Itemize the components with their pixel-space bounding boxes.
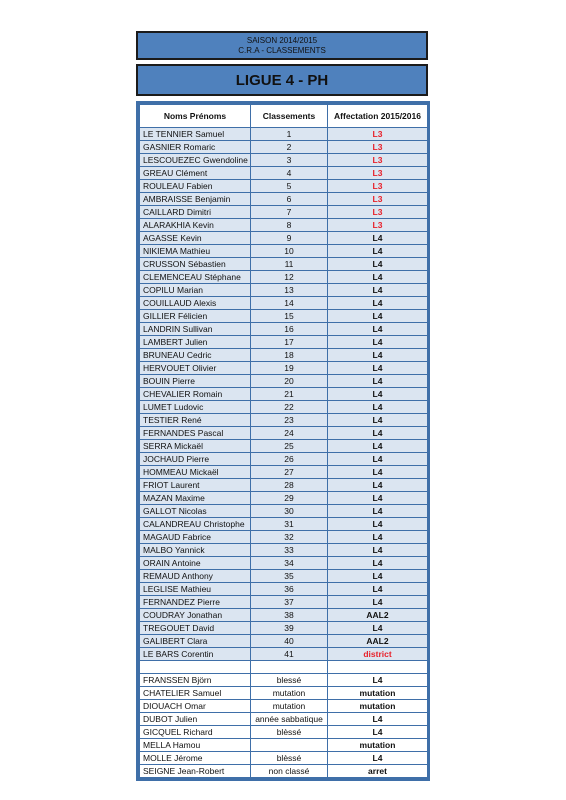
name-cell: HOMMEAU Mickaël	[140, 466, 251, 479]
affectation-cell: district	[328, 648, 428, 661]
league-title: LIGUE 4 - PH	[235, 71, 329, 89]
table-row	[140, 648, 428, 661]
name-cell: GALLOT Nicolas	[140, 505, 251, 518]
table-row	[140, 193, 428, 206]
table-row	[140, 466, 428, 479]
affectation-cell: arret	[328, 765, 428, 778]
affectation-cell: L4	[328, 349, 428, 362]
table-row	[140, 518, 428, 531]
table-row	[140, 726, 428, 739]
name-cell: TREGOUET David	[140, 622, 251, 635]
affectation-cell: L4	[328, 232, 428, 245]
affectation-cell: mutation	[328, 739, 428, 752]
rank-cell: année sabbatique	[251, 713, 328, 726]
name-cell: ALARAKHIA Kevin	[140, 219, 251, 232]
rank-cell: 14	[251, 297, 328, 310]
affectation-cell: L4	[328, 479, 428, 492]
name-cell: CAILLARD Dimitri	[140, 206, 251, 219]
table-row	[140, 245, 428, 258]
rank-cell: 8	[251, 219, 328, 232]
rank-cell: 29	[251, 492, 328, 505]
name-cell: HERVOUET Olivier	[140, 362, 251, 375]
rank-cell: 3	[251, 154, 328, 167]
affectation-cell: L4	[328, 245, 428, 258]
rank-cell: 28	[251, 479, 328, 492]
rank-cell: 40	[251, 635, 328, 648]
name-cell: CRUSSON Sébastien	[140, 258, 251, 271]
rank-cell: mutation	[251, 687, 328, 700]
rank-cell: 18	[251, 349, 328, 362]
affectation-cell: L4	[328, 531, 428, 544]
name-cell: REMAUD Anthony	[140, 570, 251, 583]
table-row	[140, 739, 428, 752]
name-cell: SEIGNE Jean-Robert	[140, 765, 251, 778]
rank-cell: 38	[251, 609, 328, 622]
table-row	[140, 128, 428, 141]
rank-cell: 5	[251, 180, 328, 193]
name-cell: DIOUACH Omar	[140, 700, 251, 713]
table-row	[140, 154, 428, 167]
rank-cell: 12	[251, 271, 328, 284]
table-row	[140, 297, 428, 310]
name-cell: GILLIER Félicien	[140, 310, 251, 323]
rank-cell: 23	[251, 414, 328, 427]
table-header-row	[140, 105, 428, 128]
name-cell: AGASSE Kevin	[140, 232, 251, 245]
affectation-cell: L4	[328, 440, 428, 453]
rank-cell: 7	[251, 206, 328, 219]
rank-cell: 32	[251, 531, 328, 544]
affectation-cell: L4	[328, 557, 428, 570]
table-row	[140, 427, 428, 440]
rank-cell: 15	[251, 310, 328, 323]
affectation-cell: AAL2	[328, 635, 428, 648]
affectation-cell: L4	[328, 583, 428, 596]
spacer-cell	[328, 661, 428, 674]
table-row	[140, 505, 428, 518]
name-cell: FRIOT Laurent	[140, 479, 251, 492]
table-row	[140, 271, 428, 284]
name-cell: TESTIER René	[140, 414, 251, 427]
affectation-cell: L3	[328, 219, 428, 232]
table-row	[140, 635, 428, 648]
table-row	[140, 557, 428, 570]
table-row	[140, 440, 428, 453]
name-cell: MAZAN Maxime	[140, 492, 251, 505]
rank-cell: 21	[251, 388, 328, 401]
table-row	[140, 453, 428, 466]
affectation-cell: L3	[328, 167, 428, 180]
name-cell: FRANSSEN Björn	[140, 674, 251, 687]
rank-cell: 31	[251, 518, 328, 531]
affectation-cell: L4	[328, 674, 428, 687]
affectation-cell: L3	[328, 206, 428, 219]
name-cell: MAGAUD Fabrice	[140, 531, 251, 544]
affectation-cell: L3	[328, 128, 428, 141]
table-row	[140, 700, 428, 713]
rank-cell: 36	[251, 583, 328, 596]
name-cell: ORAIN Antoine	[140, 557, 251, 570]
rank-cell: 11	[251, 258, 328, 271]
name-cell: GREAU Clément	[140, 167, 251, 180]
table-row	[140, 401, 428, 414]
name-cell: CHEVALIER Romain	[140, 388, 251, 401]
affectation-cell: L4	[328, 388, 428, 401]
affectation-cell: L4	[328, 414, 428, 427]
table-row	[140, 531, 428, 544]
table-row	[140, 414, 428, 427]
table-row	[140, 492, 428, 505]
affectation-cell: L4	[328, 713, 428, 726]
affectation-cell: mutation	[328, 687, 428, 700]
season-banner	[136, 31, 428, 60]
name-cell: COUDRAY Jonathan	[140, 609, 251, 622]
rank-cell: 34	[251, 557, 328, 570]
name-cell: BRUNEAU Cedric	[140, 349, 251, 362]
rank-cell: 41	[251, 648, 328, 661]
name-cell: CHATELIER Samuel	[140, 687, 251, 700]
affectation-cell: AAL2	[328, 609, 428, 622]
affectation-cell: L4	[328, 297, 428, 310]
table-row	[140, 258, 428, 271]
table-row	[140, 752, 428, 765]
name-cell: DUBOT Julien	[140, 713, 251, 726]
name-cell: FERNANDES Pascal	[140, 427, 251, 440]
rank-cell: 33	[251, 544, 328, 557]
affectation-cell: L4	[328, 336, 428, 349]
table-spacer-row	[140, 661, 428, 674]
rank-cell: 39	[251, 622, 328, 635]
table-row	[140, 765, 428, 778]
affectation-cell: L4	[328, 271, 428, 284]
affectation-cell: L4	[328, 752, 428, 765]
name-cell: NIKIEMA Mathieu	[140, 245, 251, 258]
name-cell: LESCOUEZEC Gwendoline	[140, 154, 251, 167]
rank-cell: 13	[251, 284, 328, 297]
name-cell: LE BARS Corentin	[140, 648, 251, 661]
spacer-cell	[140, 661, 251, 674]
table-row	[140, 206, 428, 219]
affectation-cell: L4	[328, 310, 428, 323]
column-header-affectation: Affectation 2015/2016	[328, 105, 428, 128]
rank-cell: 25	[251, 440, 328, 453]
rank-cell: non classé	[251, 765, 328, 778]
season-title: SAISON 2014/2015	[246, 35, 318, 45]
table-row	[140, 336, 428, 349]
name-cell: ROULEAU Fabien	[140, 180, 251, 193]
affectation-cell: L3	[328, 154, 428, 167]
name-cell: FERNANDEZ Pierre	[140, 596, 251, 609]
name-cell: LUMET Ludovic	[140, 401, 251, 414]
rank-cell: 37	[251, 596, 328, 609]
rank-cell: 1	[251, 128, 328, 141]
table-row	[140, 323, 428, 336]
affectation-cell: L4	[328, 401, 428, 414]
affectation-cell: L4	[328, 596, 428, 609]
name-cell: MELLA Hamou	[140, 739, 251, 752]
rank-cell: blèssé	[251, 726, 328, 739]
table-row	[140, 544, 428, 557]
name-cell: BOUIN Pierre	[140, 375, 251, 388]
affectation-cell: L4	[328, 323, 428, 336]
rank-cell: 30	[251, 505, 328, 518]
rank-cell: blessé	[251, 674, 328, 687]
name-cell: AMBRAISSE Benjamin	[140, 193, 251, 206]
table-row	[140, 583, 428, 596]
rank-cell: 24	[251, 427, 328, 440]
rank-cell: 9	[251, 232, 328, 245]
name-cell: CLEMENCEAU Stéphane	[140, 271, 251, 284]
rank-cell: 26	[251, 453, 328, 466]
name-cell: GALIBERT Clara	[140, 635, 251, 648]
table-row	[140, 141, 428, 154]
unranked-rows	[140, 661, 428, 778]
affectation-cell: L4	[328, 466, 428, 479]
affectation-cell: L4	[328, 622, 428, 635]
table-row	[140, 674, 428, 687]
rank-cell: 19	[251, 362, 328, 375]
affectation-cell: mutation	[328, 700, 428, 713]
affectation-cell: L4	[328, 518, 428, 531]
name-cell: MOLLE Jérome	[140, 752, 251, 765]
affectation-cell: L4	[328, 570, 428, 583]
table-row	[140, 180, 428, 193]
column-header-rank: Classements	[251, 105, 328, 128]
name-cell: LE TENNIER Samuel	[140, 128, 251, 141]
table-row	[140, 596, 428, 609]
org-title: C.R.A - CLASSEMENTS	[238, 45, 326, 55]
table-row	[140, 167, 428, 180]
rank-cell: 20	[251, 375, 328, 388]
rank-cell: 4	[251, 167, 328, 180]
affectation-cell: L4	[328, 492, 428, 505]
rank-cell	[251, 739, 328, 752]
table-row	[140, 375, 428, 388]
affectation-cell: L4	[328, 375, 428, 388]
rankings-table-container	[136, 101, 430, 781]
affectation-cell: L4	[328, 726, 428, 739]
name-cell: GASNIER Romaric	[140, 141, 251, 154]
name-cell: JOCHAUD Pierre	[140, 453, 251, 466]
name-cell: COPILU Marian	[140, 284, 251, 297]
name-cell: MALBO Yannick	[140, 544, 251, 557]
column-header-name: Noms Prénoms	[140, 105, 251, 128]
affectation-cell: L4	[328, 427, 428, 440]
rank-cell: 17	[251, 336, 328, 349]
ranked-rows	[140, 128, 428, 661]
table-row	[140, 232, 428, 245]
table-row	[140, 609, 428, 622]
table-row	[140, 687, 428, 700]
name-cell: COUILLAUD Alexis	[140, 297, 251, 310]
affectation-cell: L3	[328, 141, 428, 154]
name-cell: LEGLISE Mathieu	[140, 583, 251, 596]
rank-cell: 10	[251, 245, 328, 258]
table-row	[140, 622, 428, 635]
table-row	[140, 388, 428, 401]
table-row	[140, 479, 428, 492]
affectation-cell: L4	[328, 544, 428, 557]
rank-cell: 16	[251, 323, 328, 336]
table-row	[140, 362, 428, 375]
affectation-cell: L4	[328, 284, 428, 297]
spacer-cell	[251, 661, 328, 674]
table-row	[140, 284, 428, 297]
table-row	[140, 570, 428, 583]
league-banner	[136, 64, 428, 96]
name-cell: CALANDREAU Christophe	[140, 518, 251, 531]
affectation-cell: L4	[328, 362, 428, 375]
affectation-cell: L4	[328, 453, 428, 466]
affectation-cell: L4	[328, 505, 428, 518]
table-row	[140, 713, 428, 726]
name-cell: LANDRIN Sullivan	[140, 323, 251, 336]
rank-cell: 22	[251, 401, 328, 414]
rank-cell: 27	[251, 466, 328, 479]
rank-cell: 2	[251, 141, 328, 154]
affectation-cell: L3	[328, 180, 428, 193]
affectation-cell: L3	[328, 193, 428, 206]
affectation-cell: L4	[328, 258, 428, 271]
rank-cell: 35	[251, 570, 328, 583]
table-row	[140, 219, 428, 232]
rankings-table	[139, 104, 428, 778]
rank-cell: blèssé	[251, 752, 328, 765]
name-cell: GICQUEL Richard	[140, 726, 251, 739]
table-row	[140, 310, 428, 323]
rank-cell: mutation	[251, 700, 328, 713]
rank-cell: 6	[251, 193, 328, 206]
table-row	[140, 349, 428, 362]
name-cell: SERRA Mickaël	[140, 440, 251, 453]
name-cell: LAMBERT Julien	[140, 336, 251, 349]
